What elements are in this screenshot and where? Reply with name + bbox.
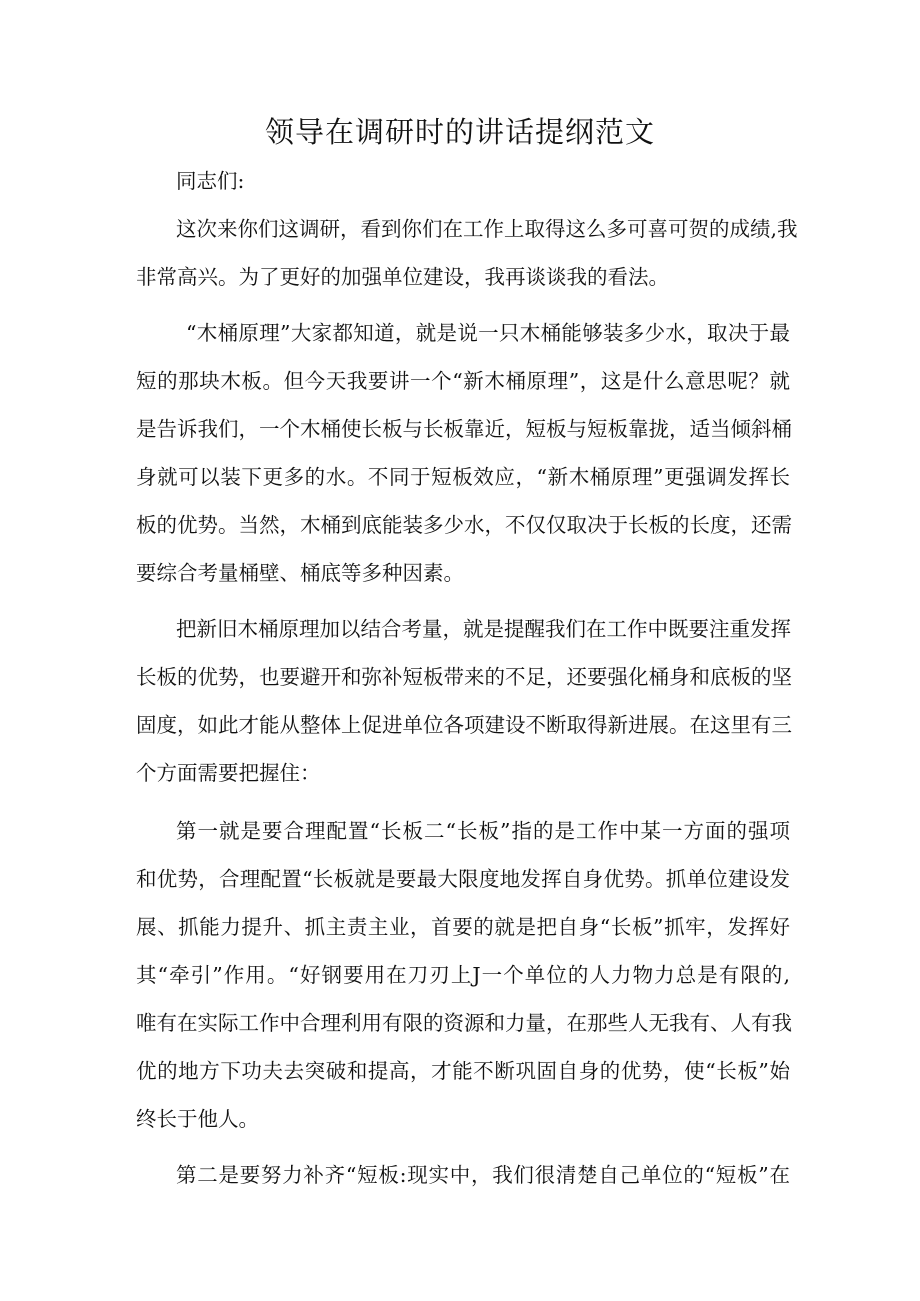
paragraph-line: 是告诉我们，一个木桶使长板与长板靠近，短板与短板靠拢，适当倾斜桶: [136, 417, 792, 441]
salutation: 同志们:: [176, 169, 245, 193]
paragraph-line: “木桶原理”大家都知道，就是说一只木桶能够装多少水，取决于最: [186, 321, 790, 345]
paragraph-line: 短的那块木板。但今天我要讲一个“新木桶原理”，这是什么意思呢？就: [136, 369, 790, 393]
paragraph-line: 终长于他人。: [136, 1107, 259, 1131]
paragraph-line: 把新旧木桶原理加以结合考量，就是提醒我们在工作中既要注重发挥: [176, 617, 791, 641]
paragraph-line: 第二是要努力补齐“短板:现实中，我们很清楚自己单位的“短板”在: [176, 1163, 790, 1187]
paragraph-line: 唯有在实际工作中合理利用有限的资源和力量，在那些人无我有、人有我: [136, 1011, 792, 1035]
paragraph-line: 板的优势。当然，木桶到底能装多少水，不仅仅取决于长板的长度，还需: [136, 513, 792, 537]
paragraph-line: 展、抓能力提升、抓主责主业，首要的就是把自身“长板”抓牢，发挥好: [136, 915, 790, 939]
document-title: 领导在调研时的讲话提纲范文: [264, 115, 655, 149]
paragraph-line: 其“牵引”作用。“好钢要用在刀刃上J一个单位的人力物力总是有限的,: [136, 963, 790, 987]
paragraph-line: 和优势，合理配置“长板就是要最大限度地发挥自身优势。抓单位建设发: [136, 867, 790, 891]
paragraph-line: 长板的优势，也要避开和弥补短板带来的不足，还要强化桶身和底板的坚: [136, 665, 792, 689]
paragraph-line: 个方面需要把握住：: [136, 761, 321, 785]
paragraph-line: 第一就是要合理配置“长板二“长板”指的是工作中某一方面的强项: [176, 819, 790, 843]
paragraph-line: 固度，如此才能从整体上促进单位各项建设不断取得新进展。在这里有三: [136, 713, 792, 737]
paragraph-line: 优的地方下功夫去突破和提高，才能不断巩固自身的优势，使“长板”始: [136, 1059, 790, 1083]
paragraph-line: 这次来你们这调研，看到你们在工作上取得这么多可喜可贺的成绩,我: [176, 217, 798, 241]
paragraph-line: 非常高兴。为了更好的加强单位建设，我再谈谈我的看法。: [136, 265, 669, 289]
paragraph-line: 身就可以装下更多的水。不同于短板效应，“新木桶原理”更强调发挥长: [136, 465, 790, 489]
paragraph-line: 要综合考量桶壁、桶底等多种因素。: [136, 561, 464, 585]
